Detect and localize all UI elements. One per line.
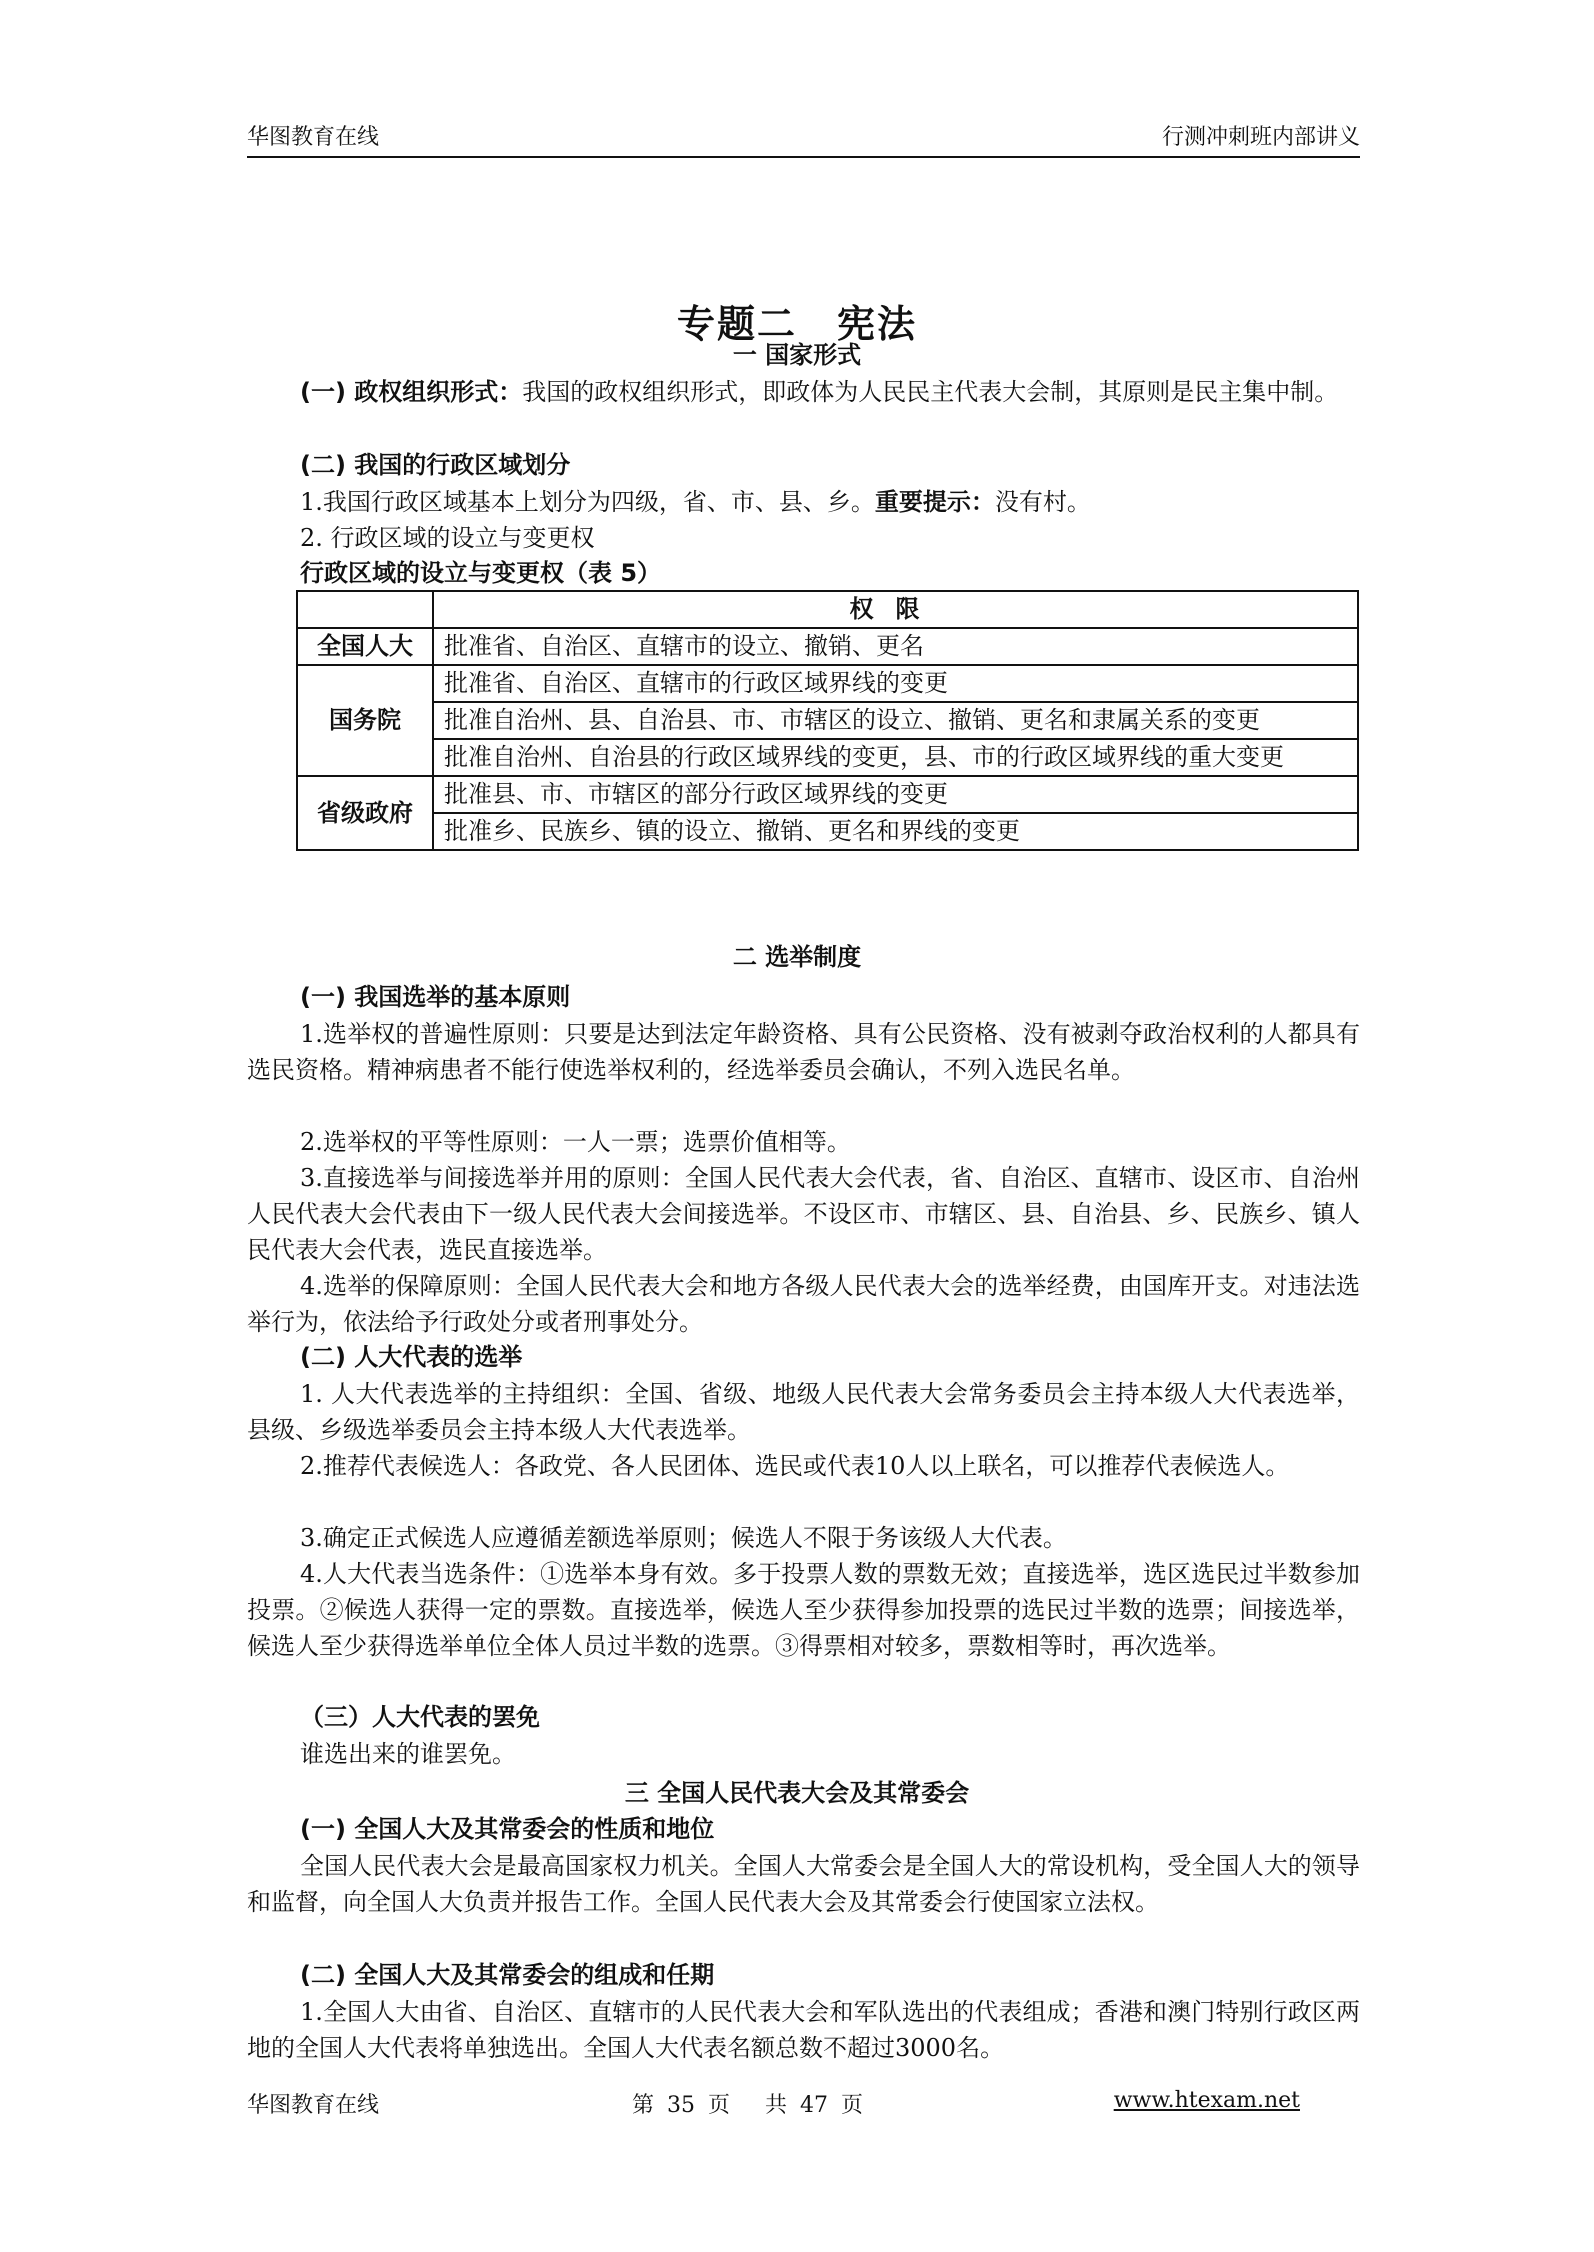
paragraph-election-organizer: 1. 人大代表选举的主持组织：全国、省级、地级人民代表大会常务委员会主持本级人大代表选举，县级、乡级选举委员会主持本级人大代表选举。 bbox=[247, 1380, 1360, 1444]
table-org-cell: 国务院 bbox=[297, 665, 433, 776]
footer-page-number: 第 35 页 共 47 页 bbox=[632, 2093, 863, 2118]
paragraph-recall-rule: 谁选出来的谁罢免。 bbox=[300, 1740, 516, 1768]
paragraph-election-conditions: 4.人大代表当选条件：①选举本身有效。多于投票人数的票数无效；直接选举，选区选民过半数参加投票。②候选人获得一定的票数。直接选举，候选人至少获得参加投票的选民过半数的选票；间接选举，候选人至少获得选举单位全体人员过半数的选票。③得票相对较多，票数相等时，再次选举。 bbox=[247, 1560, 1360, 1660]
subheading-npc-nature: (一) 全国人大及其常委会的性质和地位 bbox=[300, 1815, 715, 1843]
table-row bbox=[297, 628, 1358, 665]
table-row bbox=[297, 665, 1358, 702]
table-caption: 行政区域的设立与变更权（表 5） bbox=[300, 559, 662, 587]
important-tip-text: 没有村。 bbox=[994, 488, 1091, 516]
table-power-cell: 批准自治州、自治县的行政区域界线的变更，县、市的行政区域界线的重大变更 bbox=[433, 739, 1358, 776]
header-publisher: 华图教育在线 bbox=[247, 125, 380, 150]
subheading-election-principles: (一) 我国选举的基本原则 bbox=[300, 983, 571, 1011]
section-heading-election-system: 二 选举制度 bbox=[732, 943, 862, 971]
paragraph-equality: 2.选举权的平等性原则：一人一票；选票价值相等。 bbox=[300, 1128, 851, 1156]
table-row bbox=[297, 702, 1358, 739]
paragraph-text: 我国的政权组织形式，即政体为人民民主代表大会制，其原则是民主集中制。 bbox=[522, 378, 1339, 406]
subheading-admin-division: (二) 我国的行政区域划分 bbox=[300, 451, 571, 479]
page-header bbox=[247, 112, 1360, 158]
header-course-title: 行测冲刺班内部讲义 bbox=[1161, 125, 1360, 150]
table-power-cell: 批准乡、民族乡、镇的设立、撤销、更名和界线的变更 bbox=[433, 813, 1358, 850]
paragraph-four-levels bbox=[247, 484, 1360, 520]
document-title: 专题二 宪法 bbox=[676, 302, 917, 347]
inline-lead: (一) 政权组织形式： bbox=[300, 378, 523, 406]
paragraph-establish-change: 2. 行政区域的设立与变更权 bbox=[300, 524, 595, 552]
paragraph-direct-indirect: 3.直接选举与间接选举并用的原则：全国人民代表大会代表，省、自治区、直辖市、设区市、自治州人民代表大会代表由下一级人民代表大会间接选举。不设区市、市辖区、县、自治县、乡、民族乡、镇人民代表大会代表，选民直接选举。 bbox=[247, 1164, 1360, 1264]
subheading-recall: （三）人大代表的罢免 bbox=[300, 1703, 540, 1731]
table-org-cell: 全国人大 bbox=[297, 628, 433, 665]
paragraph-formal-candidates: 3.确定正式候选人应遵循差额选举原则；候选人不限于务该级人大代表。 bbox=[300, 1524, 1067, 1552]
table-header-power: 权限 bbox=[433, 591, 1358, 628]
footer-publisher: 华图教育在线 bbox=[247, 2093, 380, 2118]
paragraph-guarantee: 4.选举的保障原则：全国人民代表大会和地方各级人民代表大会的选举经费，由国库开支。对违法选举行为，依法给予行政处分或者刑事处分。 bbox=[247, 1272, 1360, 1336]
table-power-cell: 批准县、市、市辖区的部分行政区域界线的变更 bbox=[433, 776, 1358, 813]
important-tip-label: 重要提示： bbox=[874, 488, 995, 516]
section-heading-national-form: 一 国家形式 bbox=[732, 341, 862, 369]
table-row bbox=[297, 813, 1358, 850]
paragraph-universality: 1.选举权的普遍性原则：只要是达到法定年龄资格、具有公民资格、没有被剥夺政治权利的人都具有选民资格。精神病患者不能行使选举权利的，经选举委员会确认，不列入选民名单。 bbox=[247, 1020, 1360, 1084]
table-org-cell: 省级政府 bbox=[297, 776, 433, 850]
table-power-cell: 批准省、自治区、直辖市的设立、撤销、更名 bbox=[433, 628, 1358, 665]
paragraph-npc-composition: 1.全国人大由省、自治区、直辖市的人民代表大会和军队选出的代表组成；香港和澳门特别行政区两地的全国人大代表将单独选出。全国人大代表名额总数不超过3000名。 bbox=[247, 1998, 1360, 2062]
table-corner-cell bbox=[297, 591, 433, 628]
section-heading-npc: 三 全国人民代表大会及其常委会 bbox=[624, 1779, 970, 1807]
paragraph-nominate-candidates: 2.推荐代表候选人：各政党、各人民团体、选民或代表10人以上联名，可以推荐代表候选人。 bbox=[300, 1452, 1290, 1480]
subheading-npc-composition: (二) 全国人大及其常委会的组成和任期 bbox=[300, 1961, 715, 1989]
subheading-npc-deputy-election: (二) 人大代表的选举 bbox=[300, 1343, 523, 1371]
page-footer bbox=[247, 2088, 1360, 2124]
table-row bbox=[297, 776, 1358, 813]
paragraph-government-form bbox=[247, 374, 1360, 410]
table-header-row bbox=[297, 591, 1358, 628]
admin-power-table bbox=[296, 590, 1359, 851]
paragraph-text: 1.我国行政区域基本上划分为四级，省、市、县、乡。 bbox=[300, 488, 875, 516]
footer-website-link[interactable]: www.htexam.net bbox=[1113, 2088, 1300, 2113]
table-power-cell: 批准自治州、县、自治县、市、市辖区的设立、撤销、更名和隶属关系的变更 bbox=[433, 702, 1358, 739]
table-row bbox=[297, 739, 1358, 776]
paragraph-npc-nature: 全国人民代表大会是最高国家权力机关。全国人大常委会是全国人大的常设机构，受全国人大的领导和监督，向全国人大负责并报告工作。全国人民代表大会及其常委会行使国家立法权。 bbox=[247, 1852, 1360, 1916]
table-power-cell: 批准省、自治区、直辖市的行政区域界线的变更 bbox=[433, 665, 1358, 702]
